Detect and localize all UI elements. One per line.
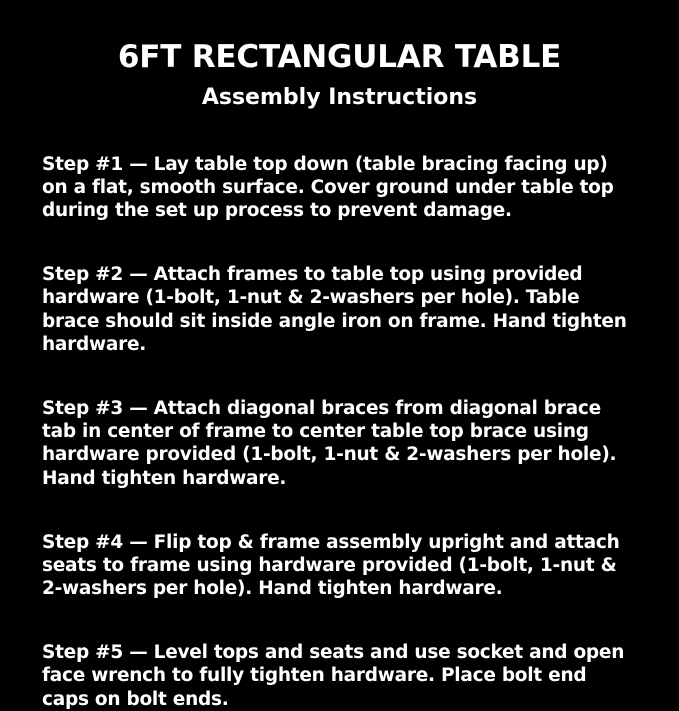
step-text: Lay table top down (table bracing facing up) on a flat, smooth surface. Cover ground under table top during the set up process to prevent damage. [42,153,614,222]
step-text: Attach frames to table top using provided hardware (1-bolt, 1-nut & 2-washers per hole). Table brace should sit inside angle iron on frame. Hand tighten hardware. [42,264,627,356]
step-label: Step #4 — [42,531,148,553]
step-text: Flip top & frame assembly upright and attach seats to frame using hardware provided (1-bolt, 1-nut & 2-washers per hole). Hand tighten hardware. [42,531,620,600]
steps-list [42,134,637,711]
step-label: Step #1 — [42,153,148,175]
step-label: Step #3 — [42,397,148,419]
step-item [42,153,637,223]
step-label: Step #2 — [42,264,148,286]
page-subtitle: Assembly Instructions [201,85,478,111]
step-text: Level tops and seats and use socket and open face wrench to fully tighten hardware. Place bolt end caps on bolt ends. [42,641,625,710]
step-item [42,263,637,356]
step-text: Attach diagonal braces from diagonal brace tab in center of frame to center table top brace using hardware provided (1-bolt, 1-nut & 2-washers per hole). Hand tighten hardware. [42,397,617,489]
page-title: 6FT RECTANGULAR TABLE [117,39,562,75]
step-item [42,397,637,490]
step-item [42,531,637,601]
step-label: Step #5 — [42,641,148,663]
step-item [42,641,637,711]
